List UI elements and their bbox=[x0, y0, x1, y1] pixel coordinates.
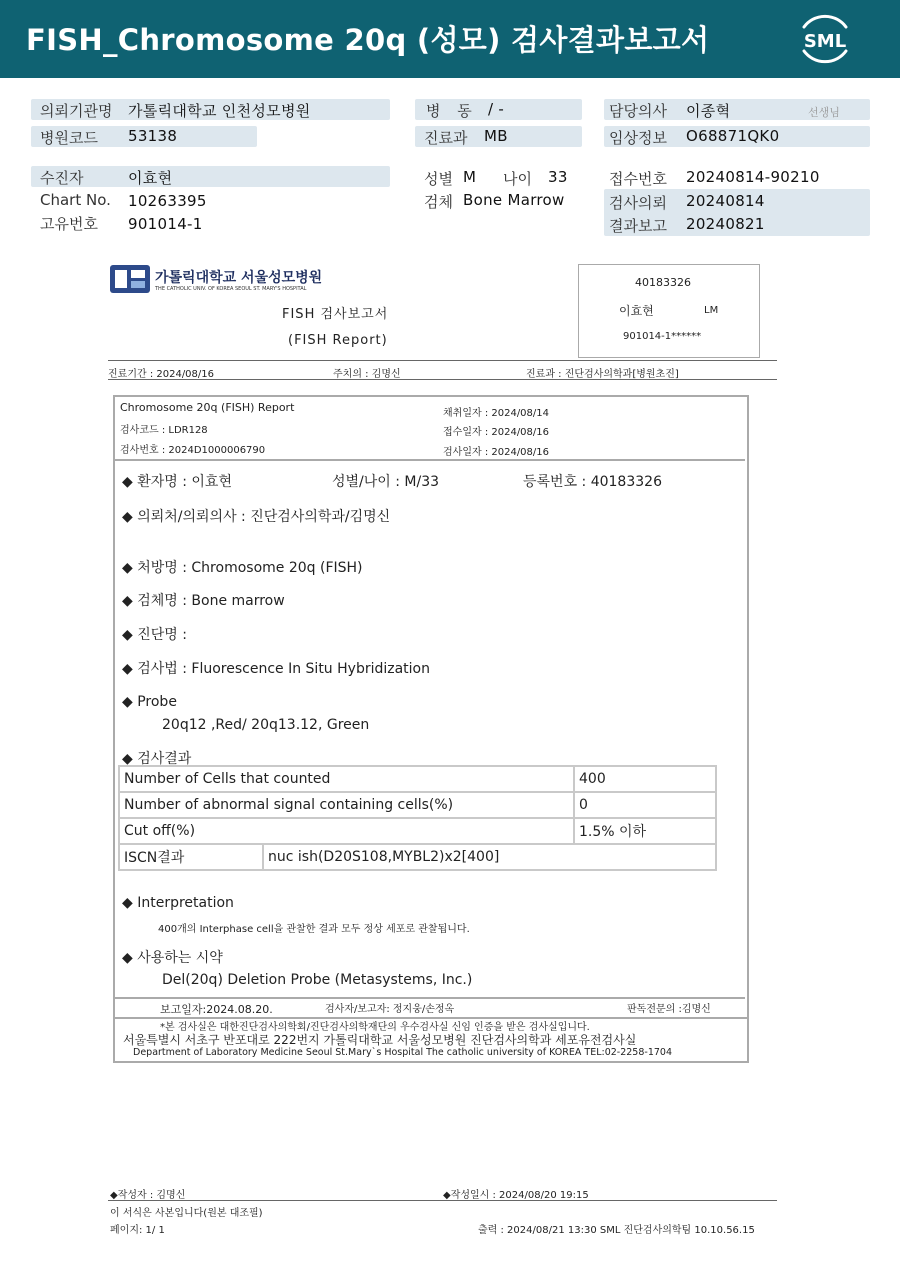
result-label: Number of Cells that counted bbox=[119, 766, 574, 792]
cert-text: *본 검사실은 대한진단검사의학회/진단검사의학재단의 우수검사실 신임 인증을 받은 검사실입니다. bbox=[160, 1022, 590, 1033]
receipt-value: 20240814-90210 bbox=[686, 168, 820, 186]
chart-label: Chart No. bbox=[40, 191, 111, 209]
specimen-label: 검체 bbox=[424, 193, 453, 211]
interp-text: 400개의 Interphase cell을 관찰한 결과 모두 정상 세포로 관찰됩니다. bbox=[158, 924, 470, 935]
signature-rule bbox=[115, 997, 745, 999]
hospital-name: 가톨릭대학교 서울성모병원 bbox=[155, 270, 323, 286]
page-number: 페이지: 1/ 1 bbox=[110, 1225, 165, 1236]
logo-text: SML bbox=[803, 31, 847, 52]
address-text: 서울특별시 서초구 반포대로 222번지 가톨릭대학교 서울성모병원 진단검사의학과 세포유전검사실 bbox=[123, 1033, 637, 1047]
meta-top-rule bbox=[108, 360, 777, 361]
ward-value: / - bbox=[488, 100, 505, 118]
result-label: Cut off(%) bbox=[119, 818, 574, 844]
probe-head: ◆ Probe bbox=[122, 694, 177, 710]
table-row bbox=[119, 792, 716, 818]
result-head: ◆ 검사결과 bbox=[122, 751, 192, 767]
iscn-value: nuc ish(D20S108,MYBL2)x2[400] bbox=[263, 844, 716, 870]
page-title: FISH_Chromosome 20q (성모) 검사결과보고서 bbox=[26, 23, 710, 57]
request-label: 검사의뢰 bbox=[609, 194, 667, 212]
iscn-label: ISCN결과 bbox=[119, 844, 263, 870]
footer-rule bbox=[108, 1200, 777, 1201]
meta-bottom-rule bbox=[108, 379, 777, 380]
unique-value: 901014-1 bbox=[128, 215, 203, 233]
clinical-label: 임상정보 bbox=[609, 129, 667, 147]
sml-logo-icon bbox=[796, 10, 854, 68]
reagent-text: Del(20q) Deletion Probe (Metasystems, Inc.) bbox=[162, 972, 473, 988]
interp-head: ◆ Interpretation bbox=[122, 895, 234, 911]
result-label: Number of abnormal signal containing cells(%) bbox=[119, 792, 574, 818]
address-en-text: Department of Laboratory Medicine Seoul St.Mary`s Hospital The catholic university of KOREA TEL:02-2258-1704 bbox=[133, 1047, 673, 1058]
result-value: 400 bbox=[574, 766, 716, 792]
chart-value: 10263395 bbox=[128, 192, 207, 210]
box-title: Chromosome 20q (FISH) Report bbox=[120, 401, 295, 414]
method-line: ◆ 검사법 : Fluorescence In Situ Hybridization bbox=[122, 661, 430, 677]
patient-line: ◆ 환자명 : 이효현 bbox=[122, 474, 232, 490]
age-label: 나이 bbox=[503, 170, 532, 188]
printed-info: 출력 : 2024/08/21 13:30 SML 진단검사의학팀 10.10.56.15 bbox=[478, 1225, 755, 1236]
test-no: 검사번호 : 2024D1000006790 bbox=[120, 445, 266, 456]
hospital-name-en: THE CATHOLIC UNIV. OF KOREA SEOUL ST. MARY'S HOSPITAL bbox=[155, 286, 307, 292]
collect-date: 채취일자 : 2024/08/14 bbox=[443, 408, 550, 419]
regno-line: 등록번호 : 40183326 bbox=[523, 474, 662, 490]
meta-period: 진료기간 : 2024/08/16 bbox=[108, 369, 215, 380]
ward-label: 병 동 bbox=[426, 102, 478, 120]
probe-detail: 20q12 ,Red/ 20q13.12, Green bbox=[162, 717, 370, 733]
sexage-line: 성별/나이 : M/33 bbox=[332, 474, 440, 490]
doctor-label: 담당의사 bbox=[609, 102, 667, 120]
doc-title-en: (FISH Report) bbox=[288, 333, 388, 348]
result-value: 0 bbox=[574, 792, 716, 818]
dept-value: MB bbox=[484, 127, 508, 145]
receive-date: 접수일자 : 2024/08/16 bbox=[443, 427, 550, 438]
test-date: 검사일자 : 2024/08/16 bbox=[443, 447, 550, 458]
sex-label: 성별 bbox=[424, 170, 453, 188]
order-line: ◆ 처방명 : Chromosome 20q (FISH) bbox=[122, 560, 363, 576]
stamp-id: 901014-1****** bbox=[623, 331, 702, 342]
written-date: ◆작성일시 : 2024/08/20 19:15 bbox=[443, 1190, 589, 1201]
request-value: 20240814 bbox=[686, 192, 765, 210]
diagnosis-line: ◆ 진단명 : bbox=[122, 627, 187, 643]
table-row bbox=[119, 818, 716, 844]
tester: 검사자/보고자: 정지웅/손정옥 bbox=[325, 1004, 455, 1015]
receipt-label: 접수번호 bbox=[609, 170, 667, 188]
report-box-header-rule bbox=[115, 459, 745, 461]
table-row bbox=[119, 766, 716, 792]
doctor-suffix: 선생님 bbox=[808, 106, 840, 119]
report-date: 보고일자:2024.08.20. bbox=[160, 1003, 273, 1016]
report-value: 20240821 bbox=[686, 215, 765, 233]
unique-label: 고유번호 bbox=[40, 215, 98, 233]
report-label: 결과보고 bbox=[609, 217, 667, 235]
author: ◆작성자 : 김명신 bbox=[110, 1190, 186, 1201]
result-value: 1.5% 이하 bbox=[574, 818, 716, 844]
specimen-line: ◆ 검체명 : Bone marrow bbox=[122, 593, 285, 609]
specimen-value: Bone Marrow bbox=[463, 191, 565, 209]
meta-doctor: 주치의 : 김명신 bbox=[333, 369, 401, 380]
clinical-value: O68871QK0 bbox=[686, 127, 780, 145]
dept-label: 진료과 bbox=[424, 129, 468, 147]
result-table bbox=[118, 765, 717, 871]
hospital-code-label: 병원코드 bbox=[40, 129, 98, 147]
test-code: 검사코드 : LDR128 bbox=[120, 425, 208, 436]
reagent-head: ◆ 사용하는 시약 bbox=[122, 950, 223, 966]
patient-value: 이효현 bbox=[128, 169, 173, 187]
reader: 판독전문의 :김명신 bbox=[627, 1004, 711, 1015]
sex-value: M bbox=[463, 168, 477, 186]
hospital-code-value: 53138 bbox=[128, 127, 178, 145]
table-row bbox=[119, 844, 716, 870]
doc-title: FISH 검사보고서 bbox=[282, 307, 389, 322]
hospital-emblem-icon bbox=[109, 264, 151, 294]
stamp-code: LM bbox=[704, 305, 719, 316]
doctor-value: 이종혁 bbox=[686, 102, 731, 120]
page-header bbox=[0, 0, 900, 78]
institution-value: 가톨릭대학교 인천성모병원 bbox=[128, 102, 311, 120]
patient-row-bg bbox=[31, 166, 390, 187]
meta-dept: 진료과 : 진단검사의학과[병원초진] bbox=[526, 369, 679, 380]
institution-label: 의뢰기관명 bbox=[40, 102, 113, 120]
patient-label: 수진자 bbox=[40, 169, 84, 187]
referrer-line: ◆ 의뢰처/의뢰의사 : 진단검사의학과/김명신 bbox=[122, 509, 391, 525]
stamp-reg: 40183326 bbox=[635, 276, 691, 289]
age-value: 33 bbox=[548, 168, 568, 186]
stamp-name: 이효현 bbox=[619, 304, 654, 318]
copy-note: 이 서식은 사본입니다(원본 대조필) bbox=[110, 1208, 263, 1219]
